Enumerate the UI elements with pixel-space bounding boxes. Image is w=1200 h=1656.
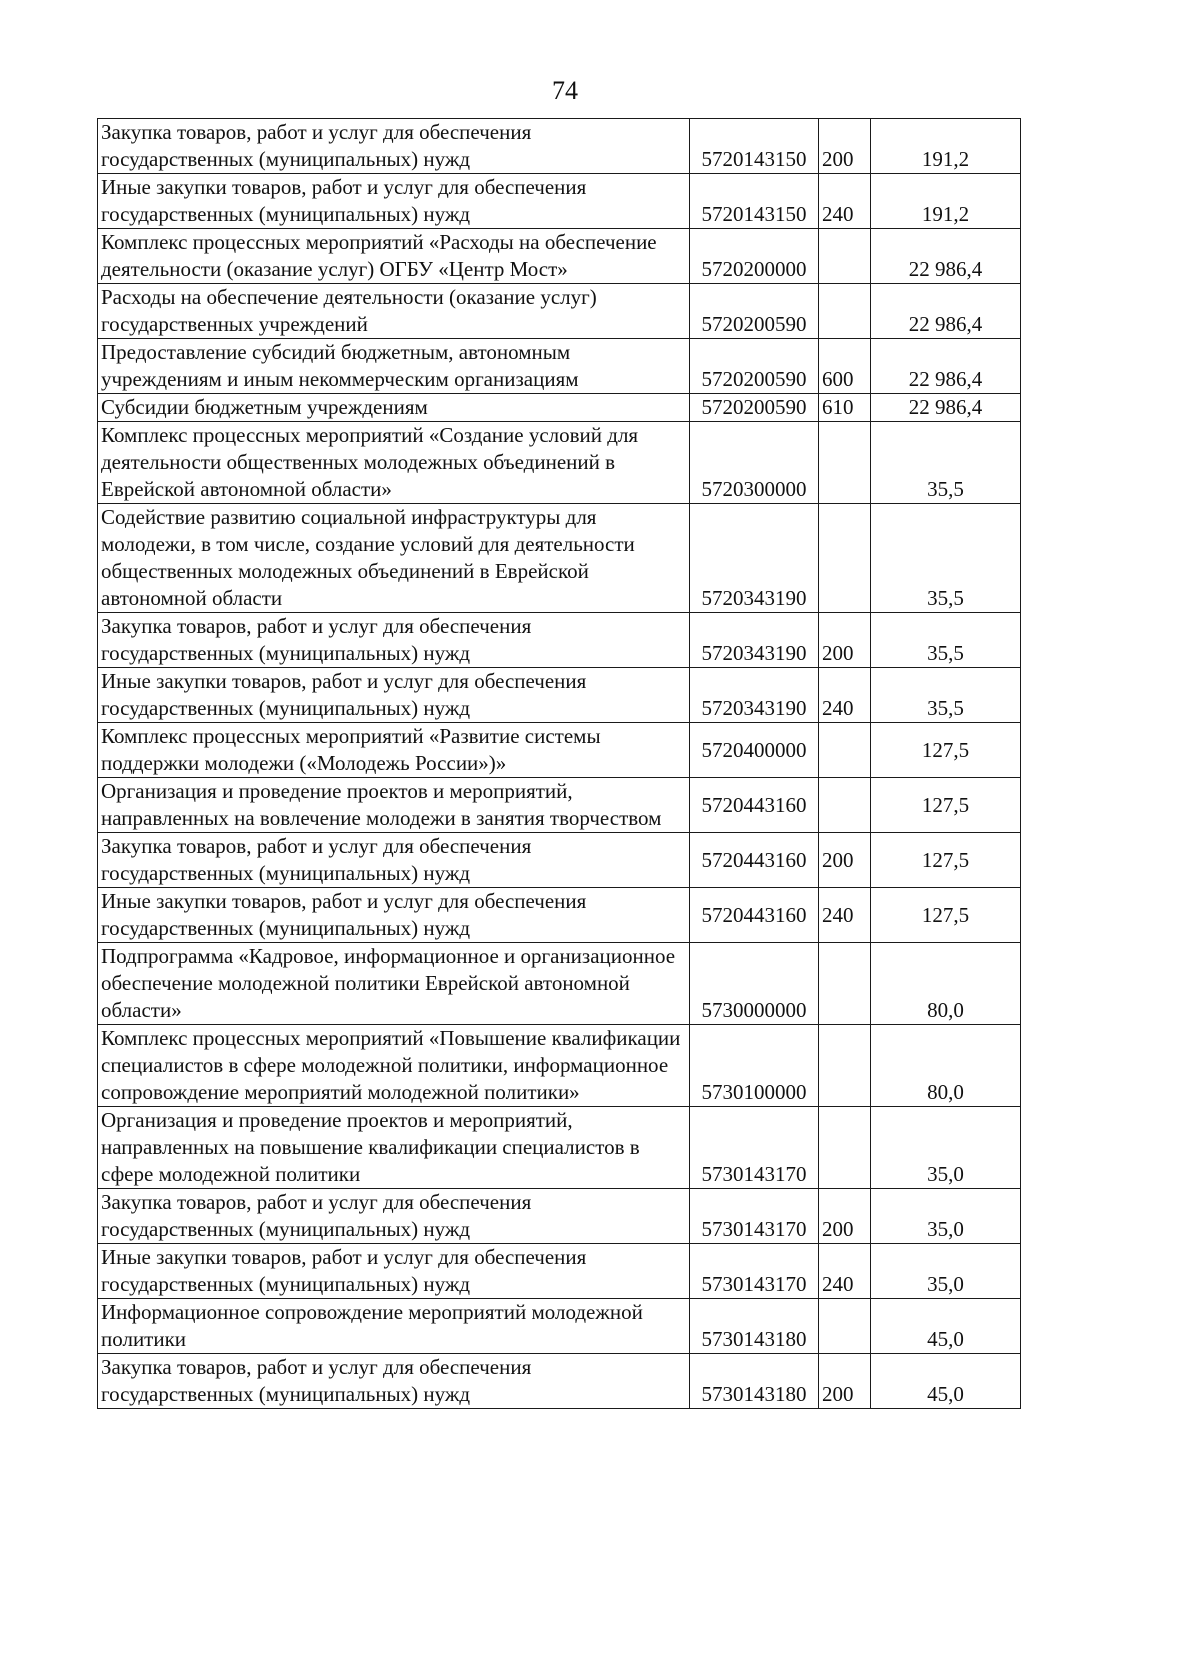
row-type-cell: 240 [819,888,871,943]
table-row [98,174,1021,229]
row-code-cell: 5720343190 [690,504,819,613]
row-name-cell: Закупка товаров, работ и услуг для обеспечения государственных (муниципальных) нужд [98,119,690,174]
row-sum-cell: 35,0 [871,1107,1021,1189]
row-name-cell: Закупка товаров, работ и услуг для обеспечения государственных (муниципальных) нужд [98,1189,690,1244]
row-type-cell [819,229,871,284]
row-type-cell: 240 [819,668,871,723]
row-code-cell: 5720300000 [690,422,819,504]
row-type-cell: 610 [819,394,871,422]
row-type-cell: 200 [819,1189,871,1244]
row-name-cell: Закупка товаров, работ и услуг для обеспечения государственных (муниципальных) нужд [98,833,690,888]
row-code-cell: 5730143170 [690,1107,819,1189]
table-row [98,888,1021,943]
row-name-cell: Комплекс процессных мероприятий «Создание условий для деятельности общественных молодежных объединений в Еврейской автономной области» [98,422,690,504]
table-row [98,1244,1021,1299]
row-type-cell: 200 [819,833,871,888]
row-name-cell: Иные закупки товаров, работ и услуг для обеспечения государственных (муниципальных) нужд [98,1244,690,1299]
row-name-cell: Закупка товаров, работ и услуг для обеспечения государственных (муниципальных) нужд [98,613,690,668]
row-name-cell: Содействие развитию социальной инфраструктуры для молодежи, в том числе, создание условий для деятельности общественных молодежных объединений в Еврейской автономной области [98,504,690,613]
row-name-cell: Подпрограмма «Кадровое, информационное и организационное обеспечение молодежной политики Еврейской автономной области» [98,943,690,1025]
row-code-cell: 5720200590 [690,339,819,394]
table-row [98,668,1021,723]
table-row [98,778,1021,833]
row-sum-cell: 191,2 [871,119,1021,174]
row-type-cell [819,943,871,1025]
row-sum-cell: 45,0 [871,1354,1021,1409]
row-code-cell: 5730100000 [690,1025,819,1107]
table-row [98,504,1021,613]
table-row [98,284,1021,339]
row-type-cell [819,284,871,339]
row-sum-cell: 35,5 [871,422,1021,504]
row-sum-cell: 127,5 [871,778,1021,833]
row-code-cell: 5730143180 [690,1354,819,1409]
row-name-cell: Информационное сопровождение мероприятий молодежной политики [98,1299,690,1354]
row-type-cell [819,422,871,504]
row-name-cell: Иные закупки товаров, работ и услуг для обеспечения государственных (муниципальных) нужд [98,888,690,943]
page-number: 74 [552,76,578,105]
row-type-cell: 240 [819,1244,871,1299]
table-row [98,422,1021,504]
row-sum-cell: 22 986,4 [871,339,1021,394]
table-row [98,339,1021,394]
table-row [98,723,1021,778]
row-sum-cell: 35,0 [871,1244,1021,1299]
table-row [98,943,1021,1025]
row-sum-cell: 127,5 [871,833,1021,888]
row-type-cell [819,1107,871,1189]
row-sum-cell: 35,5 [871,504,1021,613]
row-name-cell: Расходы на обеспечение деятельности (оказание услуг) государственных учреждений [98,284,690,339]
table-row [98,1107,1021,1189]
row-name-cell: Комплекс процессных мероприятий «Повышение квалификации специалистов в сфере молодежной политики, информационное сопровождение мероприятий молодежной политики» [98,1025,690,1107]
row-type-cell [819,723,871,778]
row-type-cell: 600 [819,339,871,394]
row-type-cell [819,1025,871,1107]
table-row [98,394,1021,422]
row-code-cell: 5720343190 [690,668,819,723]
table-row [98,613,1021,668]
row-sum-cell: 191,2 [871,174,1021,229]
row-name-cell: Комплекс процессных мероприятий «Расходы на обеспечение деятельности (оказание услуг) ОГБУ «Центр Мост» [98,229,690,284]
row-sum-cell: 22 986,4 [871,229,1021,284]
row-code-cell: 5720200590 [690,394,819,422]
row-code-cell: 5730143170 [690,1244,819,1299]
row-sum-cell: 127,5 [871,888,1021,943]
row-code-cell: 5720400000 [690,723,819,778]
row-type-cell [819,1299,871,1354]
table-row [98,1299,1021,1354]
row-code-cell: 5720343190 [690,613,819,668]
row-code-cell: 5720443160 [690,778,819,833]
row-sum-cell: 80,0 [871,943,1021,1025]
table-row [98,119,1021,174]
budget-table [97,118,1021,1409]
row-code-cell: 5720443160 [690,833,819,888]
row-code-cell: 5730143180 [690,1299,819,1354]
row-code-cell: 5720143150 [690,119,819,174]
row-name-cell: Иные закупки товаров, работ и услуг для обеспечения государственных (муниципальных) нужд [98,174,690,229]
table-row [98,1189,1021,1244]
row-sum-cell: 35,5 [871,613,1021,668]
row-code-cell: 5720443160 [690,888,819,943]
row-sum-cell: 22 986,4 [871,284,1021,339]
row-type-cell: 240 [819,174,871,229]
row-name-cell: Предоставление субсидий бюджетным, автономным учреждениям и иным некоммерческим организациям [98,339,690,394]
row-sum-cell: 22 986,4 [871,394,1021,422]
row-name-cell: Организация и проведение проектов и мероприятий, направленных на вовлечение молодежи в занятия творчеством [98,778,690,833]
row-name-cell: Комплекс процессных мероприятий «Развитие системы поддержки молодежи («Молодежь России»)» [98,723,690,778]
table-row [98,1025,1021,1107]
table-row [98,229,1021,284]
budget-table-body [98,119,1021,1409]
row-sum-cell: 35,5 [871,668,1021,723]
row-sum-cell: 45,0 [871,1299,1021,1354]
row-code-cell: 5720200590 [690,284,819,339]
row-code-cell: 5720200000 [690,229,819,284]
row-name-cell: Субсидии бюджетным учреждениям [98,394,690,422]
table-row [98,833,1021,888]
row-code-cell: 5730143170 [690,1189,819,1244]
row-name-cell: Организация и проведение проектов и мероприятий, направленных на повышение квалификации специалистов в сфере молодежной политики [98,1107,690,1189]
row-sum-cell: 127,5 [871,723,1021,778]
row-sum-cell: 80,0 [871,1025,1021,1107]
row-code-cell: 5720143150 [690,174,819,229]
row-sum-cell: 35,0 [871,1189,1021,1244]
row-type-cell: 200 [819,1354,871,1409]
row-type-cell [819,778,871,833]
row-type-cell: 200 [819,613,871,668]
table-row [98,1354,1021,1409]
row-name-cell: Иные закупки товаров, работ и услуг для обеспечения государственных (муниципальных) нужд [98,668,690,723]
row-type-cell [819,504,871,613]
row-name-cell: Закупка товаров, работ и услуг для обеспечения государственных (муниципальных) нужд [98,1354,690,1409]
row-code-cell: 5730000000 [690,943,819,1025]
row-type-cell: 200 [819,119,871,174]
